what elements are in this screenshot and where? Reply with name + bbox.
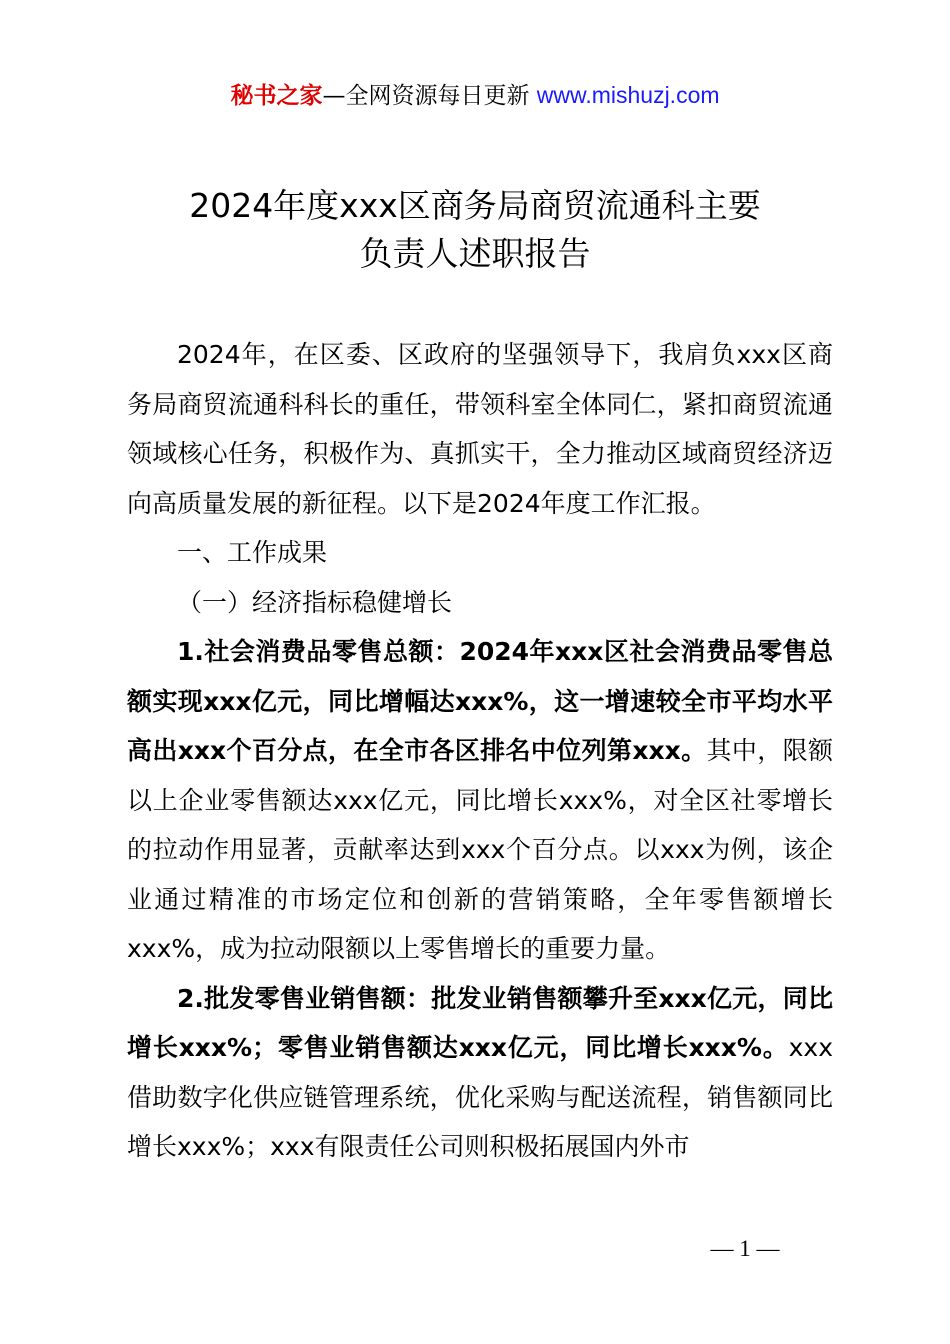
header-tagline: —全网资源每日更新 — [322, 83, 537, 109]
item-1-paragraph — [127, 627, 833, 974]
section-heading-1: 一、工作成果 — [177, 538, 328, 567]
intro-paragraph: 2024年，在区委、区政府的坚强领导下，我肩负xxx区商务局商贸流通科科长的重任，带领科室全体同仁，紧扣商贸流通领域核心任务，积极作为、真抓实干，全力推动区域商贸经济迈向高质量发展的新征程。以下是2024年度工作汇报。 — [127, 340, 833, 518]
item-1-lead: 1.社会消费品零售总额：2024年xxx区社会消费品零售总额实现xxx亿元，同比增幅达xxx%，这一增速较全市平均水平高出xxx个百分点，在全市各区排名中位列第xxx。 — [127, 637, 833, 765]
item-2-paragraph — [127, 974, 833, 1172]
page-number: — 1 — — [710, 1236, 780, 1261]
subsection-heading-1: （一）经济指标稳健增长 — [177, 587, 453, 617]
site-url[interactable]: www.mishuzj.com — [536, 82, 720, 108]
document-body — [127, 330, 833, 1172]
item-2-text: xxx借助数字化供应链管理系统，优化采购与配送流程，销售额同比增长xxx%；xxx有限责任公司则积极拓展国内外市 — [127, 1033, 833, 1161]
title-line-2: 负责人述职报告 — [359, 234, 591, 273]
item-1-text: 其中，限额以上企业零售额达xxx亿元，同比增长xxx%，对全区社零增长的拉动作用显著，贡献率达到xxx个百分点。以xxx为例，该企业通过精准的市场定位和创新的营销策略，全年零售额增长xxx%，成为拉动限额以上零售增长的重要力量。 — [127, 736, 833, 963]
site-header — [0, 78, 950, 113]
brand-name: 秘书之家 — [230, 83, 323, 109]
document-title — [0, 182, 950, 278]
item-2-lead: 2.批发零售业销售额：批发业销售额攀升至xxx亿元，同比增长xxx%；零售业销售额达xxx亿元，同比增长xxx%。 — [127, 983, 833, 1062]
title-line-1: 2024年度xxx区商务局商贸流通科主要 — [189, 186, 761, 225]
